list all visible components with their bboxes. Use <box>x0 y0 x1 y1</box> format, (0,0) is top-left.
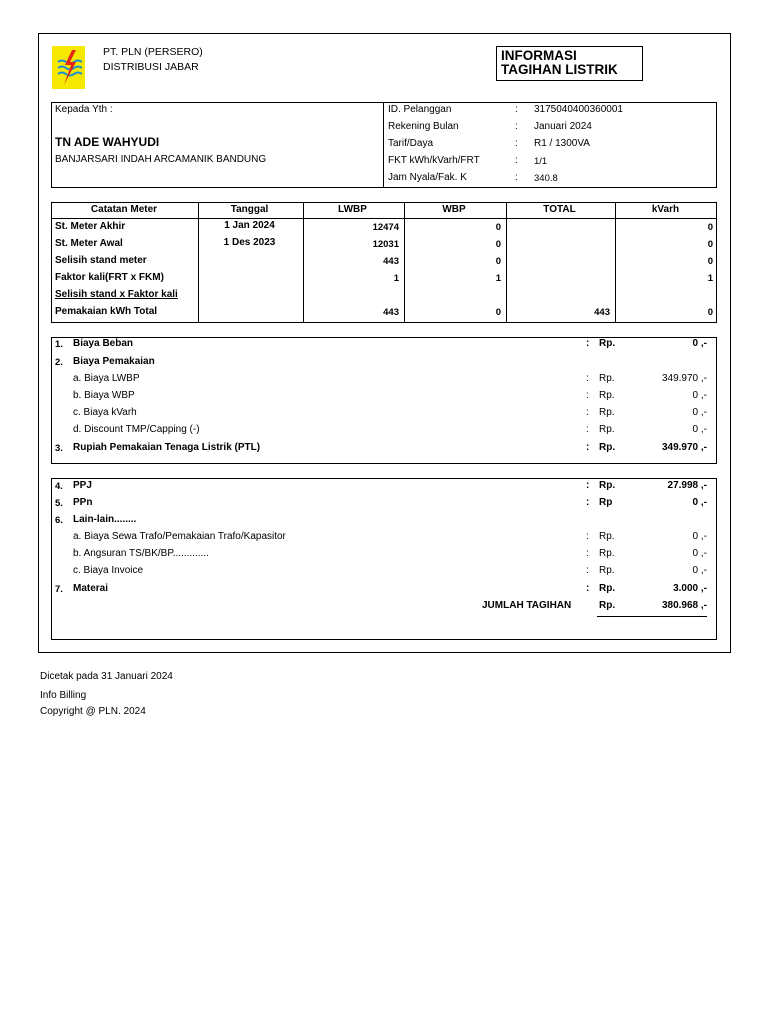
charge-sep: : <box>586 390 589 401</box>
other-charge-sep: : <box>586 548 589 559</box>
charge-amount: 0 ,- <box>692 390 707 401</box>
charge-amount: 0 ,- <box>692 424 707 435</box>
other-charge-label: c. Biaya Invoice <box>73 565 144 576</box>
meter-header-total: TOTAL <box>543 204 576 215</box>
charge-amount: 349.970 ,- <box>661 442 707 453</box>
meter-row-label: Pemakaian kWh Total <box>55 306 158 317</box>
info-billing: Info Billing <box>40 690 87 701</box>
meter-row-kvarh: 1 <box>707 273 713 284</box>
charge-sep: : <box>586 338 590 349</box>
charge-amount: 349.970 ,- <box>661 373 707 384</box>
total-underline <box>597 616 707 617</box>
other-charge-amount: 27.998 ,- <box>667 480 707 491</box>
other-charge-label: a. Biaya Sewa Trafo/Pemakaian Trafo/Kapasitor <box>73 531 286 542</box>
meter-header-kvarh: kVarh <box>651 204 680 215</box>
charge-sep: : <box>586 373 589 384</box>
meter-header-tanggal: Tanggal <box>230 204 269 215</box>
other-charge-amount: 3.000 ,- <box>673 583 707 594</box>
printed-date: Dicetak pada 31 Januari 2024 <box>40 671 173 682</box>
charge-num: 1. <box>55 339 63 350</box>
charge-label: Rupiah Pemakaian Tenaga Listrik (PTL) <box>73 442 261 453</box>
meter-row-total: 443 <box>594 307 610 318</box>
account-value-hours: 340.8 <box>534 173 558 184</box>
meter-row-lwbp: 443 <box>383 256 399 267</box>
charge-amount: 0 ,- <box>692 407 707 418</box>
copyright: Copyright @ PLN. 2024 <box>40 706 146 717</box>
account-value-fkt: 1/1 <box>534 156 548 167</box>
account-value-id: 3175040400360001 <box>534 104 623 115</box>
account-sep: : <box>515 172 518 183</box>
meter-row-label: Faktor kali(FRT x FKM) <box>55 272 164 283</box>
meter-row-wbp: 0 <box>495 222 501 233</box>
meter-row-wbp: 1 <box>495 273 501 284</box>
charge-sep: : <box>586 407 589 418</box>
other-charge-currency: Rp. <box>599 531 615 542</box>
pln-logo-icon <box>52 46 85 89</box>
other-charge-label: PPJ <box>73 480 92 491</box>
charge-num: 3. <box>55 443 63 454</box>
other-charge-label: Lain-lain........ <box>73 514 137 525</box>
account-sep: : <box>515 155 518 166</box>
meter-row-kvarh: 0 <box>707 222 713 233</box>
charge-currency: Rp. <box>599 442 616 453</box>
charge-label: Biaya Pemakaian <box>73 356 155 367</box>
customer-address: BANJARSARI INDAH ARCAMANIK BANDUNG <box>55 154 267 165</box>
other-charge-label: Materai <box>73 583 109 594</box>
other-charge-amount: 0 ,- <box>692 531 707 542</box>
meter-row-label: Selisih stand x Faktor kali <box>55 289 178 300</box>
other-charge-sep: : <box>586 497 590 508</box>
other-charge-currency: Rp <box>599 497 613 508</box>
total-amount: 380.968 ,- <box>661 600 707 611</box>
meter-row-label: St. Meter Akhir <box>55 221 126 232</box>
account-sep: : <box>515 138 518 149</box>
meter-row-label: St. Meter Awal <box>55 238 123 249</box>
charge-currency: Rp. <box>599 338 616 349</box>
account-sep: : <box>515 104 518 115</box>
other-charge-label: PPn <box>73 497 93 508</box>
meter-row-lwbp: 443 <box>383 307 399 318</box>
meter-row-tanggal: 1 Des 2023 <box>223 237 276 248</box>
other-charge-currency: Rp. <box>599 583 616 594</box>
other-charge-label: b. Angsuran TS/BK/BP............. <box>73 548 209 559</box>
account-label-month: Rekening Bulan <box>388 121 459 132</box>
charge-sep: : <box>586 442 590 453</box>
account-label-id: ID. Pelanggan <box>388 104 452 115</box>
other-charge-sep: : <box>586 583 590 594</box>
charge-label: b. Biaya WBP <box>73 390 135 401</box>
charge-currency: Rp. <box>599 373 615 384</box>
charge-label: d. Discount TMP/Capping (-) <box>73 424 200 435</box>
other-charge-num: 6. <box>55 515 63 526</box>
account-label-tariff: Tarif/Daya <box>388 138 434 149</box>
account-value-month: Januari 2024 <box>534 121 592 132</box>
meter-row-kvarh: 0 <box>707 256 713 267</box>
charge-num: 2. <box>55 357 63 368</box>
charge-sep: : <box>586 424 589 435</box>
other-charge-amount: 0 ,- <box>692 548 707 559</box>
charge-currency: Rp. <box>599 390 615 401</box>
other-charge-amount: 0 ,- <box>692 565 707 576</box>
company-line-2: DISTRIBUSI JABAR <box>103 61 199 73</box>
title-line-1: INFORMASI <box>501 48 577 63</box>
meter-row-label: Selisih stand meter <box>55 255 147 266</box>
other-charge-sep: : <box>586 480 590 491</box>
other-charge-num: 4. <box>55 481 63 492</box>
customer-name: TN ADE WAHYUDI <box>55 135 160 149</box>
bill-title <box>496 46 643 81</box>
other-charge-sep: : <box>586 565 589 576</box>
other-charge-currency: Rp. <box>599 548 615 559</box>
charge-label: a. Biaya LWBP <box>73 373 140 384</box>
account-sep: : <box>515 121 518 132</box>
charge-label: Biaya Beban <box>73 338 134 349</box>
meter-header-catatan: Catatan Meter <box>90 204 158 215</box>
meter-header-lwbp: LWBP <box>338 204 367 215</box>
other-charge-num: 5. <box>55 498 63 509</box>
meter-row-wbp: 0 <box>495 307 501 318</box>
other-charge-currency: Rp. <box>599 565 615 576</box>
total-label: JUMLAH TAGIHAN <box>482 600 572 611</box>
other-charge-currency: Rp. <box>599 480 616 491</box>
company-line-1: PT. PLN (PERSERO) <box>103 46 203 58</box>
account-value-tariff: R1 / 1300VA <box>534 138 590 149</box>
greeting: Kepada Yth : <box>55 104 113 115</box>
charge-amount: 0 ,- <box>692 338 707 349</box>
charge-currency: Rp. <box>599 407 615 418</box>
meter-row-kvarh: 0 <box>707 239 713 250</box>
meter-row-kvarh: 0 <box>707 307 713 318</box>
title-line-2: TAGIHAN LISTRIK <box>501 62 618 77</box>
other-charge-sep: : <box>586 531 589 542</box>
charge-currency: Rp. <box>599 424 615 435</box>
meter-row-wbp: 0 <box>495 239 501 250</box>
meter-header-wbp: WBP <box>442 204 466 215</box>
meter-row-lwbp: 12031 <box>372 239 399 250</box>
meter-row-lwbp: 1 <box>393 273 399 284</box>
company-name <box>103 45 203 75</box>
total-currency: Rp. <box>599 600 616 611</box>
other-charge-num: 7. <box>55 584 63 595</box>
charge-label: c. Biaya kVarh <box>73 407 137 418</box>
meter-row-lwbp: 12474 <box>372 222 399 233</box>
other-charge-amount: 0 ,- <box>692 497 707 508</box>
meter-row-tanggal: 1 Jan 2024 <box>224 220 275 231</box>
meter-row-wbp: 0 <box>495 256 501 267</box>
account-label-fkt: FKT kWh/kVarh/FRT <box>388 155 480 166</box>
account-label-hours: Jam Nyala/Fak. K <box>388 172 467 183</box>
